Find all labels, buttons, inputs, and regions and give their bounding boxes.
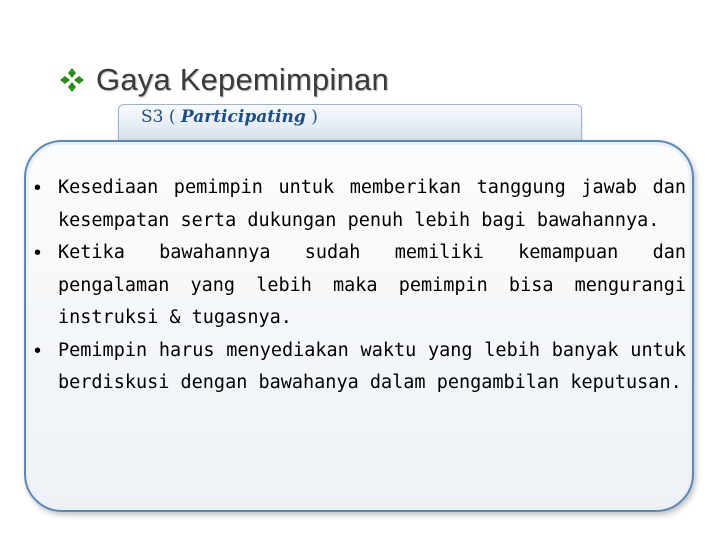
bullet-text: Kesediaan pemimpin untuk memberikan tanggung jawab dan kesempatan serta dukungan penuh lebih bagi bawahannya. — [58, 177, 686, 231]
bullet-icon: • — [34, 177, 42, 199]
subtitle-prefix: S3 ( — [141, 107, 181, 127]
list-item — [34, 335, 686, 400]
bullet-icon: • — [34, 339, 42, 362]
bullet-text: Pemimpin harus menyediakan waktu yang lebih banyak untuk berdiskusi dengan bawahanya dalam pengambilan keputusan. — [58, 339, 686, 393]
title-row — [58, 62, 389, 98]
bullet-icon: • — [34, 242, 42, 264]
subtitle-suffix: ) — [305, 107, 318, 127]
subtitle — [141, 107, 318, 127]
subtitle-style-name: Participating — [180, 107, 306, 127]
diamond-bullet-icon — [58, 66, 86, 94]
list-item — [34, 237, 686, 335]
bullet-list — [34, 172, 686, 400]
bullet-text: Ketika bawahannya sudah memiliki kemampuan dan pengalaman yang lebih maka pemimpin bisa mengurangi instruksi & tugasnya. — [58, 242, 686, 328]
page-title: Gaya Kepemimpinan — [96, 62, 389, 97]
list-item — [34, 172, 686, 237]
